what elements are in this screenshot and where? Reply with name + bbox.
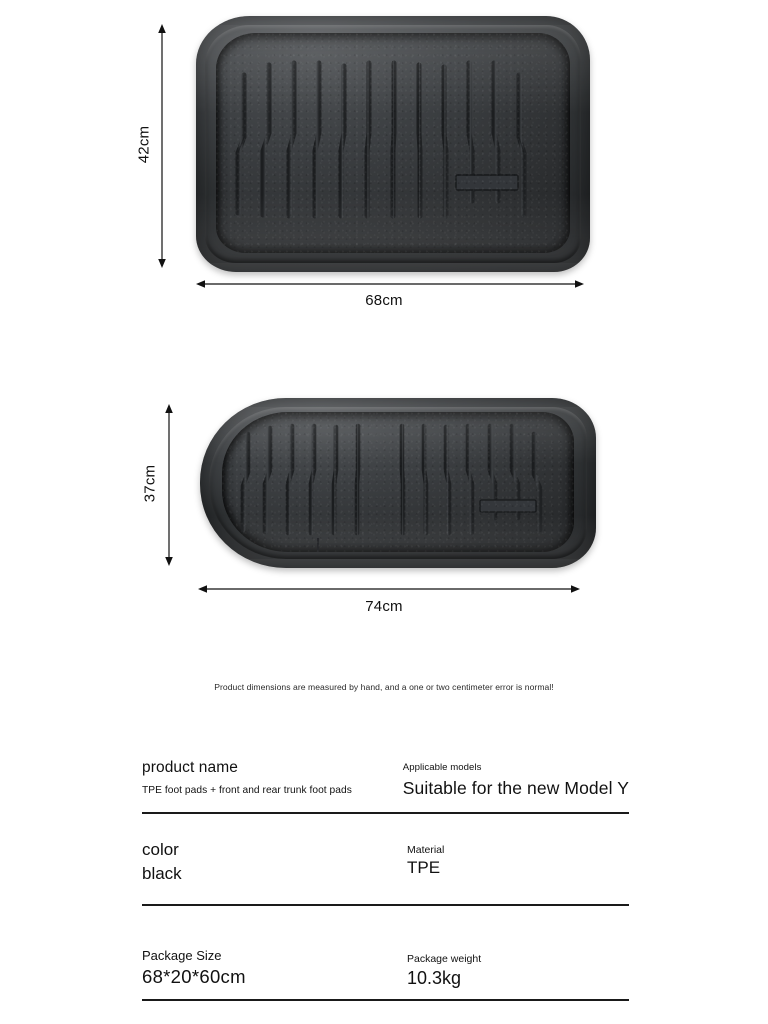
- spec-cell-color: [142, 814, 407, 884]
- spec-cell-package-size: [142, 906, 407, 989]
- spec-label: Package weight: [407, 953, 482, 965]
- spec-cell-package-weight: [407, 906, 629, 989]
- spec-value: 10.3kg: [407, 968, 462, 988]
- spec-value: black: [142, 864, 182, 883]
- mat-floor-2: [222, 412, 574, 552]
- measurement-disclaimer: Product dimensions are measured by hand, and a one or two centimeter error is normal!: [214, 682, 554, 692]
- product-image-front-trunk-mat: [200, 398, 596, 568]
- spec-value: TPE: [407, 858, 441, 877]
- dimension-label-width-1: 68cm: [365, 292, 403, 309]
- figure-rear-trunk-mat: [0, 0, 768, 330]
- spec-cell-product-name: [142, 748, 403, 799]
- spec-value: Suitable for the new Model Y: [402, 778, 629, 798]
- table-row: [142, 748, 629, 814]
- spec-value: TPE foot pads + front and rear trunk foot pads: [142, 785, 352, 796]
- product-image-rear-trunk-mat: [196, 16, 590, 272]
- table-row: [142, 906, 629, 1001]
- dimension-label-width-2: 74cm: [365, 598, 403, 615]
- dimension-label-height-2: 37cm: [141, 464, 159, 503]
- spec-cell-material: [407, 814, 629, 884]
- spec-value: 68*20*60cm: [142, 966, 246, 987]
- dimension-line-horizontal-1: [196, 277, 584, 291]
- figure-front-trunk-mat: [0, 380, 768, 650]
- specification-table: [142, 748, 629, 1001]
- dimension-line-horizontal-2: [198, 582, 580, 596]
- mat-channel-ribs-2: [222, 412, 574, 552]
- spec-label: Package Size: [142, 948, 222, 963]
- spec-label: Applicable models: [402, 762, 482, 773]
- mat-channel-ribs-1: [216, 33, 570, 253]
- spec-cell-applicable-models: [403, 748, 629, 799]
- spec-label: product name: [142, 759, 238, 776]
- spec-label: color: [142, 840, 179, 859]
- dimension-line-vertical-2: [162, 404, 176, 566]
- dimension-label-height-1: 42cm: [135, 125, 153, 164]
- dimension-line-vertical-1: [155, 24, 169, 268]
- mat-floor-1: [216, 33, 570, 253]
- spec-label: Material: [407, 844, 445, 856]
- table-row: [142, 814, 629, 906]
